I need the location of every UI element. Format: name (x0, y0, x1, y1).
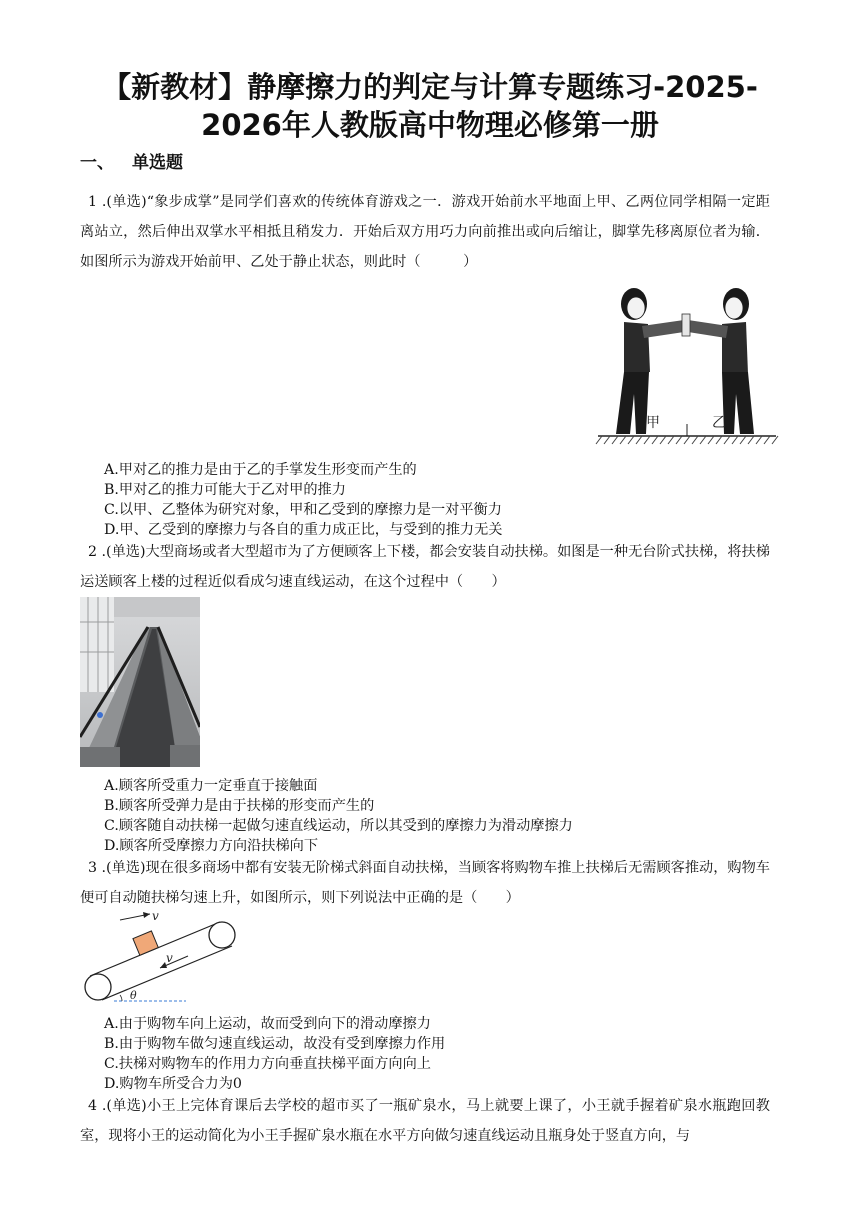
question-2-option-c: C.顾客随自动扶梯一起做匀速直线运动，所以其受到的摩擦力为滑动摩擦力 (104, 818, 573, 834)
question-3-number: 3 .(单选) (88, 860, 146, 876)
question-1-text: “象步成掌”是同学们喜欢的传统体育游戏之一．游戏开始前水平地面上甲、乙两位同学相隔一定距离站立，然后伸出双掌水平相抵且稍发力．开始后双方用巧力向前推出或向后缩让，脚掌先移离原位者为输．如图所示为游戏开始前甲、乙处于静止状态，则此时（ ） (80, 194, 770, 270)
angle-label: θ (130, 989, 137, 1002)
question-3-option-d: D.购物车所受合力为0 (104, 1076, 242, 1092)
section-label: 单选题 (132, 153, 183, 173)
question-1-stem (80, 187, 770, 277)
velocity-label-bottom: v (166, 951, 173, 965)
question-4-text: 小王上完体育课后去学校的超市买了一瓶矿泉水，马上就要上课了，小王就手握着矿泉水瓶跑回教室，现将小王的运动简化为小王手握矿泉水瓶在水平方向做匀速直线运动且瓶身处于竖直方向，与 (80, 1098, 770, 1144)
question-3-stem (80, 853, 770, 913)
question-3-option-a: A.由于购物车向上运动，故而受到向下的滑动摩擦力 (104, 1016, 431, 1032)
section-heading (80, 148, 183, 173)
question-2-escalator-photo (80, 597, 200, 767)
question-3-option-b: B.由于购物车做匀速直线运动，故没有受到摩擦力作用 (104, 1036, 446, 1052)
question-2-number: 2 .(单选) (88, 544, 146, 560)
question-1-option-b: B.甲对乙的推力可能大于乙对甲的推力 (104, 482, 346, 498)
label-jia: 甲 (646, 415, 660, 431)
question-4-stem (80, 1091, 770, 1151)
question-4-number: 4 .(单选) (88, 1098, 147, 1114)
question-1-option-d: D.甲、乙受到的摩擦力与各自的重力成正比，与受到的推力无关 (104, 522, 503, 538)
question-1-figure (594, 284, 780, 448)
question-1-option-c: C.以甲、乙整体为研究对象，甲和乙受到的摩擦力是一对平衡力 (104, 502, 502, 518)
question-2-option-d: D.顾客所受摩擦力方向沿扶梯向下 (104, 838, 319, 854)
question-2-text: 大型商场或者大型超市为了方便顾客上下楼，都会安装自动扶梯。如图是一种无台阶式扶梯，将扶梯运送顾客上楼的过程近似看成匀速直线运动，在这个过程中（ ） (80, 544, 770, 590)
velocity-label-top: v (152, 910, 159, 923)
question-1-option-a: A.甲对乙的推力是由于乙的手掌发生形变而产生的 (104, 462, 417, 478)
question-3-option-c: C.扶梯对购物车的作用力方向垂直扶梯平面方向向上 (104, 1056, 431, 1072)
question-3-conveyor-figure (80, 910, 242, 1006)
question-2-option-a: A.顾客所受重力一定垂直于接触面 (104, 778, 318, 794)
question-2-option-b: B.顾客所受弹力是由于扶梯的形变而产生的 (104, 798, 375, 814)
question-3-text: 现在很多商场中都有安装无阶梯式斜面自动扶梯，当顾客将购物车推上扶梯后无需顾客推动，购物车便可自动随扶梯匀速上升，如图所示，则下列说法中正确的是（ ） (80, 860, 770, 906)
document-title-line-2: 2026年人教版高中物理必修第一册 (201, 108, 659, 142)
section-number: 一、 (80, 153, 114, 173)
label-yi: 乙 (712, 415, 726, 431)
question-2-stem (80, 537, 770, 597)
question-1-number: 1 .(单选) (88, 194, 147, 210)
document-title-line-1: 【新教材】静摩擦力的判定与计算专题练习-2025- (102, 70, 758, 104)
